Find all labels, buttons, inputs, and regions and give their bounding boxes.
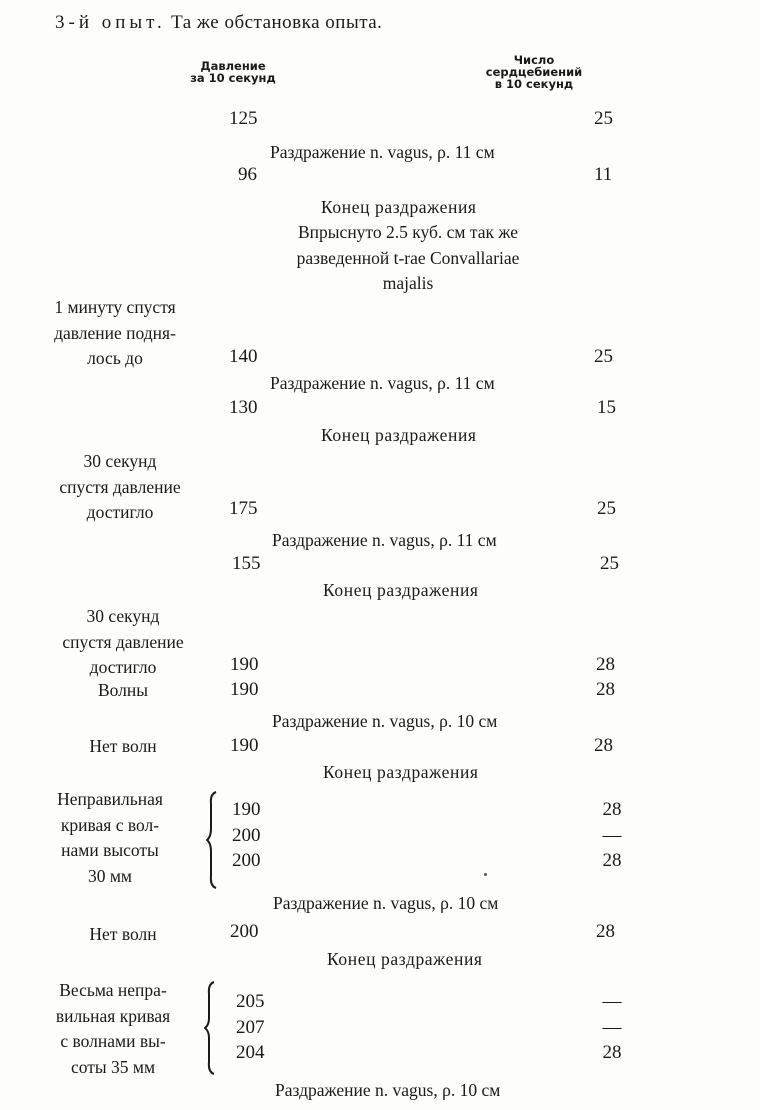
note-line: достигло xyxy=(89,657,157,677)
pressure-group xyxy=(236,989,265,1066)
side-note xyxy=(48,604,198,681)
pressure-value: 140 xyxy=(229,346,258,367)
note-line: нами высоты xyxy=(61,840,159,860)
pressure-value: 207 xyxy=(236,1016,265,1038)
heartbeat-value: 28 xyxy=(602,1042,622,1063)
column-header-line: в 10 секунд xyxy=(494,77,574,91)
note-line: разведенной t-rae Convallariae xyxy=(296,247,520,268)
vagus-stimulation-line: Раздражение n. vagus, ρ. 11 см xyxy=(272,530,497,550)
stimulation-end-line: Конец раздражения xyxy=(321,197,477,217)
heartbeat-value: — xyxy=(602,991,622,1012)
heartbeat-value: 25 xyxy=(600,553,619,574)
experiment-description: Та же обстановка опыта. xyxy=(171,12,383,33)
heartbeat-value: 28 xyxy=(602,799,622,820)
note-line: вильная кривая xyxy=(55,1005,171,1026)
pressure-value: 190 xyxy=(230,679,259,700)
pressure-value: 205 xyxy=(236,991,265,1012)
stimulation-end-line: Конец раздражения xyxy=(321,425,477,445)
pressure-value: 200 xyxy=(232,824,261,846)
pressure-value: 96 xyxy=(238,164,257,185)
side-note xyxy=(40,295,190,372)
column-header-line: за 10 секунд xyxy=(190,71,276,85)
heartbeat-value: 28 xyxy=(596,654,615,675)
left-brace-icon xyxy=(206,790,220,890)
note-line: 30 мм xyxy=(87,865,133,886)
heartbeat-value: 28 xyxy=(594,735,613,756)
note-line: с волнами вы- xyxy=(60,1031,166,1051)
heartbeat-value: 25 xyxy=(594,346,613,367)
heartbeat-group xyxy=(598,797,626,874)
stimulation-end-line: Конец раздражения xyxy=(323,762,479,782)
side-note: Волны xyxy=(97,680,149,700)
side-note xyxy=(45,449,195,526)
experiment-label: 3-й опыт. xyxy=(55,12,166,33)
heartbeat-value: 28 xyxy=(602,850,622,871)
heartbeat-value: — xyxy=(602,824,622,846)
pressure-value: 130 xyxy=(229,397,258,418)
vagus-stimulation-line: Раздражение n. vagus, ρ. 11 см xyxy=(270,373,495,393)
note-line: majalis xyxy=(382,273,434,293)
stimulation-end-line: Конец раздражения xyxy=(327,949,483,969)
heartbeat-value: 25 xyxy=(597,498,616,519)
note-line: 30 секунд xyxy=(86,606,160,626)
note-line: соты 35 мм xyxy=(70,1056,156,1077)
heartbeat-value: 28 xyxy=(596,921,615,942)
pressure-value: 190 xyxy=(230,735,259,756)
left-brace-icon xyxy=(204,980,218,1076)
vagus-stimulation-line: Раздражение n. vagus, ρ. 10 см xyxy=(275,1080,501,1100)
heartbeats-column-header xyxy=(478,54,590,90)
column-header-line: Число xyxy=(513,53,555,67)
stimulation-end-line: Конец раздражения xyxy=(323,580,479,600)
pressure-value: 190 xyxy=(230,654,259,675)
column-header-line: Давление xyxy=(200,59,266,73)
heartbeat-value: 11 xyxy=(594,164,613,185)
vagus-stimulation-line: Раздражение n. vagus, ρ. 11 см xyxy=(270,142,495,162)
note-line: 30 секунд xyxy=(83,451,157,471)
heartbeat-value: 28 xyxy=(596,679,615,700)
note-line: спустя давление xyxy=(62,631,184,652)
note-line: 1 минуту спустя xyxy=(54,297,176,317)
note-line: лось до xyxy=(87,348,143,368)
pressure-value: 175 xyxy=(229,498,258,519)
pressure-value: 204 xyxy=(236,1042,265,1063)
note-line: Впрыснуто 2.5 куб. см так же xyxy=(298,222,518,242)
vagus-stimulation-line: Раздражение n. vagus, ρ. 10 см xyxy=(273,893,499,913)
injection-note xyxy=(258,220,558,297)
heartbeat-value: 25 xyxy=(594,108,613,129)
side-note xyxy=(30,787,190,889)
heartbeat-value: — xyxy=(602,1016,622,1038)
pressure-column-header xyxy=(178,60,288,84)
side-note: Нет волн xyxy=(89,924,157,944)
note-line: достигло xyxy=(86,502,154,522)
note-line: Неправильная xyxy=(57,789,163,809)
heartbeat-value: 15 xyxy=(597,397,616,418)
pressure-value: 155 xyxy=(232,553,261,574)
pressure-value: 190 xyxy=(232,799,261,820)
note-line: кривая с вол- xyxy=(60,814,160,835)
heartbeat-group xyxy=(598,989,626,1066)
pressure-value: 200 xyxy=(230,921,259,942)
paper-speck xyxy=(484,873,487,876)
column-header-line: сердцебиений xyxy=(485,65,583,79)
side-note xyxy=(38,978,188,1080)
pressure-group xyxy=(232,797,261,874)
pressure-value: 200 xyxy=(232,850,261,871)
note-line: спустя давление xyxy=(59,476,181,497)
note-line: давление подня- xyxy=(54,322,176,343)
side-note: Нет волн xyxy=(89,736,157,756)
note-line: Весьма непра- xyxy=(59,980,167,1000)
vagus-stimulation-line: Раздражение n. vagus, ρ. 10 см xyxy=(272,711,498,731)
experiment-heading xyxy=(55,12,382,34)
pressure-value: 125 xyxy=(229,108,258,129)
